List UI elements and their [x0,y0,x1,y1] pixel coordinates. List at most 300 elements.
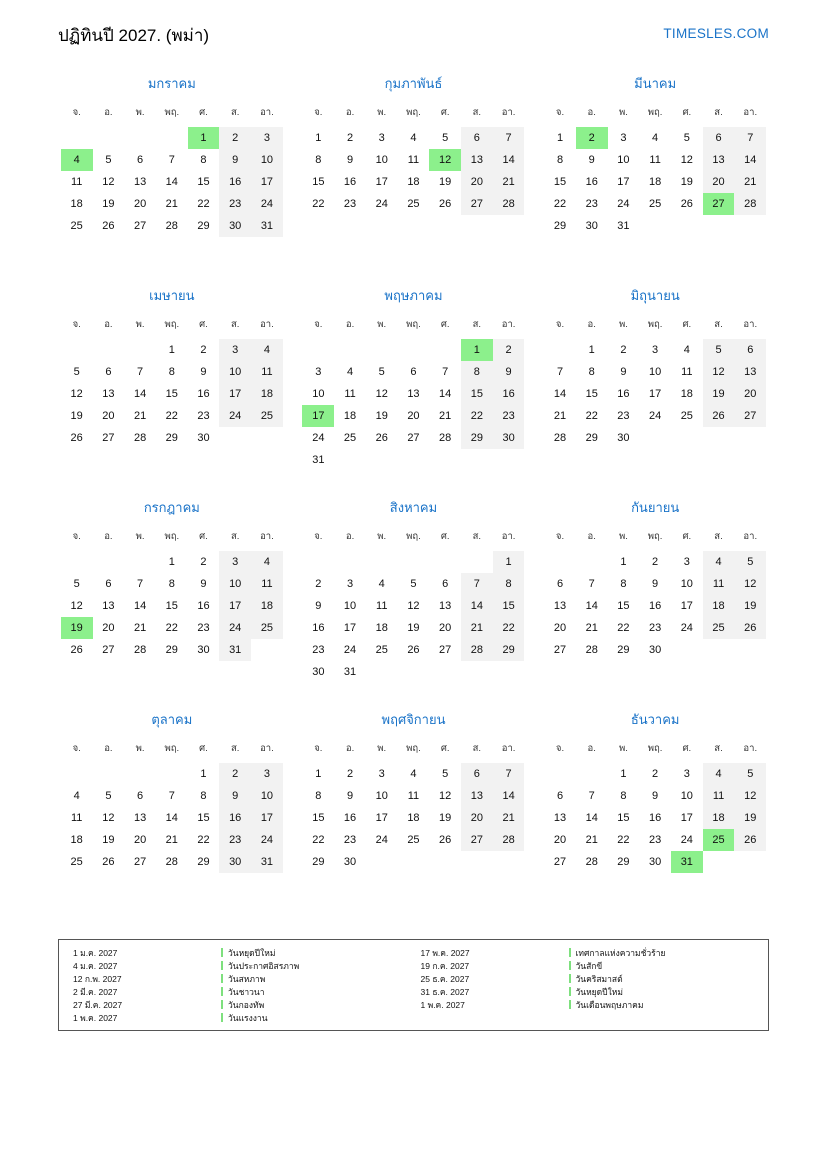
day-cell[interactable]: 22 [553,198,567,210]
day-cell[interactable]: 16 [343,176,357,188]
day-cell[interactable]: 1 [588,344,595,356]
day-cell[interactable]: 2 [652,556,659,568]
day-cell[interactable]: 21 [585,834,598,846]
day-cell[interactable]: 1 [315,132,322,144]
day-cell[interactable]: 12 [439,790,452,802]
day-cell[interactable]: 12 [734,573,766,595]
day-cell[interactable]: 23 [585,198,598,210]
day-cell[interactable]: 5 [105,154,112,166]
day-cell[interactable]: 10 [312,388,325,400]
day-cell[interactable]: 7 [137,578,144,590]
day-cell[interactable]: 21 [493,807,525,829]
day-cell[interactable]: 19 [407,622,420,634]
day-cell[interactable]: 29 [165,644,178,656]
day-cell[interactable]: 23 [343,198,357,210]
day-cell[interactable]: 21 [439,410,452,422]
day-cell[interactable]: 19 [102,198,115,210]
day-cell[interactable]: 23 [197,410,210,422]
day-cell[interactable]: 7 [556,366,564,378]
day-cell[interactable]: 16 [219,171,251,193]
day-cell[interactable]: 1 [315,768,322,780]
day-cell[interactable]: 16 [648,600,662,612]
day-cell[interactable]: 22 [585,410,598,422]
day-cell[interactable]: 28 [165,220,178,232]
day-cell[interactable]: 9 [315,600,322,612]
day-cell[interactable]: 24 [617,198,630,210]
day-cell[interactable]: 4 [703,763,735,785]
day-cell-holiday[interactable]: 27 [703,193,735,215]
day-cell[interactable]: 19 [70,410,83,422]
day-cell[interactable]: 9 [346,154,354,166]
day-cell[interactable]: 19 [375,410,388,422]
day-cell[interactable]: 13 [734,361,766,383]
day-cell[interactable]: 5 [442,768,449,780]
day-cell[interactable]: 23 [219,193,251,215]
day-cell[interactable]: 4 [346,366,354,378]
day-cell[interactable]: 6 [556,790,564,802]
day-cell[interactable]: 5 [378,366,385,378]
day-cell[interactable]: 18 [70,834,83,846]
day-cell-holiday[interactable]: 25 [703,829,735,851]
day-cell[interactable]: 17 [680,600,693,612]
day-cell[interactable]: 25 [680,410,693,422]
day-cell[interactable]: 12 [102,812,115,824]
day-cell[interactable]: 4 [703,551,735,573]
day-cell[interactable]: 22 [617,622,630,634]
day-cell[interactable]: 27 [102,644,115,656]
day-cell[interactable]: 8 [588,366,595,378]
day-cell[interactable]: 30 [493,427,525,449]
day-cell[interactable]: 18 [680,388,693,400]
day-cell[interactable]: 30 [648,856,662,868]
day-cell[interactable]: 24 [251,193,283,215]
day-cell[interactable]: 15 [553,176,567,188]
day-cell[interactable]: 27 [133,856,147,868]
day-cell[interactable]: 1 [168,344,175,356]
day-cell[interactable]: 29 [493,639,525,661]
day-cell[interactable]: 31 [617,220,630,232]
day-cell-holiday[interactable]: 1 [461,339,493,361]
day-cell[interactable]: 29 [197,220,210,232]
day-cell[interactable]: 2 [200,556,207,568]
day-cell[interactable]: 17 [219,383,251,405]
day-cell[interactable]: 24 [343,644,357,656]
day-cell[interactable]: 25 [70,220,83,232]
day-cell[interactable]: 12 [102,176,115,188]
day-cell[interactable]: 15 [312,176,325,188]
day-cell[interactable]: 9 [200,366,207,378]
day-cell[interactable]: 3 [652,344,659,356]
day-cell[interactable]: 4 [378,578,385,590]
day-cell[interactable]: 9 [620,366,627,378]
day-cell[interactable]: 15 [165,388,178,400]
day-cell[interactable]: 21 [734,171,766,193]
day-cell[interactable]: 3 [378,132,385,144]
day-cell[interactable]: 22 [197,198,210,210]
day-cell[interactable]: 29 [197,856,210,868]
day-cell[interactable]: 2 [219,127,251,149]
day-cell[interactable]: 15 [197,812,210,824]
day-cell[interactable]: 7 [734,127,766,149]
day-cell[interactable]: 20 [553,622,567,634]
day-cell[interactable]: 2 [346,132,354,144]
day-cell-holiday[interactable]: 12 [429,149,461,171]
day-cell[interactable]: 18 [703,807,735,829]
day-cell[interactable]: 25 [407,198,420,210]
day-cell[interactable]: 9 [219,785,251,807]
day-cell[interactable]: 4 [652,132,659,144]
day-cell[interactable]: 21 [553,410,567,422]
day-cell[interactable]: 20 [102,410,115,422]
day-cell[interactable]: 13 [133,812,147,824]
day-cell[interactable]: 12 [680,154,693,166]
day-cell[interactable]: 26 [439,198,452,210]
day-cell[interactable]: 21 [585,622,598,634]
day-cell[interactable]: 16 [343,812,357,824]
day-cell[interactable]: 28 [585,644,598,656]
day-cell[interactable]: 26 [734,617,766,639]
day-cell[interactable]: 28 [165,856,178,868]
day-cell[interactable]: 3 [251,127,283,149]
day-cell[interactable]: 12 [734,785,766,807]
day-cell[interactable]: 10 [375,154,388,166]
day-cell[interactable]: 21 [133,622,147,634]
day-cell[interactable]: 14 [553,388,567,400]
day-cell[interactable]: 24 [680,834,693,846]
day-cell[interactable]: 21 [165,834,178,846]
day-cell[interactable]: 24 [251,829,283,851]
day-cell[interactable]: 28 [553,432,567,444]
day-cell[interactable]: 13 [133,176,147,188]
day-cell[interactable]: 25 [251,617,283,639]
day-cell[interactable]: 29 [617,644,630,656]
day-cell[interactable]: 27 [102,432,115,444]
day-cell[interactable]: 20 [461,171,493,193]
day-cell[interactable]: 9 [200,578,207,590]
day-cell[interactable]: 27 [439,644,452,656]
day-cell[interactable]: 10 [219,573,251,595]
day-cell[interactable]: 6 [461,763,493,785]
day-cell[interactable]: 13 [553,600,567,612]
day-cell[interactable]: 2 [652,768,659,780]
day-cell[interactable]: 20 [102,622,115,634]
day-cell[interactable]: 31 [251,851,283,873]
day-cell[interactable]: 7 [493,127,525,149]
day-cell[interactable]: 3 [378,768,385,780]
day-cell[interactable]: 12 [703,361,735,383]
day-cell[interactable]: 17 [680,812,693,824]
day-cell[interactable]: 22 [617,834,630,846]
day-cell[interactable]: 14 [165,176,178,188]
day-cell[interactable]: 18 [70,198,83,210]
day-cell[interactable]: 6 [442,578,449,590]
day-cell-holiday[interactable]: 4 [61,149,93,171]
day-cell[interactable]: 14 [133,600,147,612]
day-cell[interactable]: 20 [703,171,735,193]
day-cell[interactable]: 5 [734,763,766,785]
day-cell[interactable]: 21 [133,410,147,422]
day-cell[interactable]: 23 [343,834,357,846]
day-cell[interactable]: 24 [375,834,388,846]
day-cell[interactable]: 7 [137,366,144,378]
day-cell[interactable]: 4 [410,768,417,780]
day-cell[interactable]: 29 [585,432,598,444]
day-cell[interactable]: 3 [620,132,627,144]
day-cell[interactable]: 11 [681,366,693,378]
day-cell[interactable]: 15 [312,812,325,824]
day-cell[interactable]: 13 [407,388,420,400]
day-cell[interactable]: 4 [683,344,690,356]
day-cell[interactable]: 2 [315,578,322,590]
day-cell[interactable]: 15 [585,388,598,400]
day-cell[interactable]: 3 [251,763,283,785]
day-cell[interactable]: 25 [70,856,83,868]
day-cell[interactable]: 2 [219,763,251,785]
day-cell[interactable]: 20 [133,198,147,210]
day-cell[interactable]: 8 [200,154,207,166]
day-cell[interactable]: 7 [461,573,493,595]
day-cell[interactable]: 28 [133,432,147,444]
day-cell[interactable]: 7 [588,578,595,590]
day-cell[interactable]: 28 [585,856,598,868]
day-cell[interactable]: 7 [168,790,175,802]
day-cell[interactable]: 3 [315,366,322,378]
day-cell[interactable]: 12 [70,388,83,400]
day-cell[interactable]: 26 [407,644,420,656]
day-cell[interactable]: 13 [553,812,567,824]
day-cell[interactable]: 10 [219,361,251,383]
day-cell[interactable]: 12 [375,388,388,400]
day-cell[interactable]: 8 [493,573,525,595]
day-cell[interactable]: 9 [652,578,659,590]
day-cell[interactable]: 18 [648,176,662,188]
day-cell[interactable]: 8 [315,154,322,166]
day-cell[interactable]: 19 [703,383,735,405]
day-cell[interactable]: 21 [165,198,178,210]
day-cell[interactable]: 26 [375,432,388,444]
day-cell[interactable]: 14 [461,595,493,617]
day-cell[interactable]: 13 [703,149,735,171]
day-cell[interactable]: 10 [617,154,630,166]
day-cell[interactable]: 13 [102,388,115,400]
day-cell[interactable]: 27 [407,432,420,444]
day-cell[interactable]: 8 [620,790,627,802]
day-cell[interactable]: 29 [165,432,178,444]
day-cell[interactable]: 4 [73,790,80,802]
day-cell[interactable]: 3 [683,556,690,568]
day-cell[interactable]: 28 [439,432,452,444]
day-cell[interactable]: 6 [410,366,417,378]
day-cell[interactable]: 21 [461,617,493,639]
day-cell[interactable]: 6 [734,339,766,361]
day-cell[interactable]: 14 [585,600,598,612]
day-cell[interactable]: 16 [648,812,662,824]
day-cell[interactable]: 3 [219,551,251,573]
day-cell[interactable]: 5 [73,578,80,590]
day-cell[interactable]: 20 [461,807,493,829]
day-cell[interactable]: 30 [585,220,598,232]
day-cell[interactable]: 9 [346,790,354,802]
day-cell[interactable]: 8 [200,790,207,802]
day-cell[interactable]: 24 [375,198,388,210]
day-cell[interactable]: 20 [439,622,452,634]
day-cell[interactable]: 30 [617,432,630,444]
day-cell[interactable]: 8 [461,361,493,383]
day-cell[interactable]: 27 [133,220,147,232]
day-cell[interactable]: 31 [251,215,283,237]
day-cell[interactable]: 10 [343,600,357,612]
day-cell[interactable]: 24 [219,405,251,427]
day-cell[interactable]: 22 [165,622,178,634]
day-cell[interactable]: 29 [617,856,630,868]
day-cell[interactable]: 30 [648,644,662,656]
day-cell[interactable]: 16 [197,600,210,612]
day-cell[interactable]: 22 [165,410,178,422]
day-cell[interactable]: 16 [493,383,525,405]
day-cell[interactable]: 9 [219,149,251,171]
day-cell[interactable]: 23 [648,622,662,634]
day-cell[interactable]: 11 [649,154,661,166]
day-cell[interactable]: 14 [439,388,452,400]
day-cell[interactable]: 26 [680,198,693,210]
day-cell[interactable]: 13 [461,785,493,807]
day-cell[interactable]: 5 [703,339,735,361]
day-cell[interactable]: 9 [588,154,595,166]
day-cell[interactable]: 5 [442,132,449,144]
day-cell[interactable]: 17 [375,812,388,824]
day-cell[interactable]: 30 [219,215,251,237]
day-cell[interactable]: 22 [312,834,325,846]
day-cell[interactable]: 7 [168,154,175,166]
day-cell[interactable]: 16 [312,622,325,634]
day-cell[interactable]: 12 [70,600,83,612]
day-cell[interactable]: 26 [70,432,83,444]
day-cell[interactable]: 14 [493,149,525,171]
day-cell[interactable]: 27 [734,405,766,427]
day-cell-holiday[interactable]: 31 [671,851,703,873]
day-cell[interactable]: 25 [343,432,357,444]
day-cell[interactable]: 29 [553,220,567,232]
day-cell[interactable]: 22 [312,198,325,210]
day-cell[interactable]: 3 [219,339,251,361]
day-cell[interactable]: 18 [375,622,388,634]
day-cell[interactable]: 17 [648,388,662,400]
day-cell[interactable]: 5 [73,366,80,378]
day-cell[interactable]: 8 [620,578,627,590]
day-cell[interactable]: 15 [461,383,493,405]
day-cell[interactable]: 6 [703,127,735,149]
day-cell[interactable]: 23 [648,834,662,846]
day-cell[interactable]: 4 [251,339,283,361]
day-cell[interactable]: 17 [251,807,283,829]
day-cell[interactable]: 14 [734,149,766,171]
brand-link[interactable]: TIMESLES.COM [663,26,769,41]
day-cell[interactable]: 23 [493,405,525,427]
day-cell[interactable]: 28 [734,193,766,215]
day-cell[interactable]: 26 [102,856,115,868]
day-cell[interactable]: 17 [343,622,357,634]
day-cell[interactable]: 11 [703,785,735,807]
day-cell[interactable]: 17 [375,176,388,188]
day-cell[interactable]: 8 [168,366,175,378]
day-cell[interactable]: 8 [315,790,322,802]
day-cell-holiday[interactable]: 1 [188,127,220,149]
day-cell[interactable]: 18 [703,595,735,617]
day-cell[interactable]: 6 [461,127,493,149]
day-cell[interactable]: 10 [680,790,693,802]
day-cell[interactable]: 18 [251,383,283,405]
day-cell[interactable]: 6 [137,790,144,802]
day-cell[interactable]: 11 [344,388,356,400]
day-cell[interactable]: 15 [617,600,630,612]
day-cell[interactable]: 1 [168,556,175,568]
day-cell[interactable]: 2 [346,768,354,780]
day-cell[interactable]: 28 [461,639,493,661]
day-cell[interactable]: 19 [734,807,766,829]
day-cell[interactable]: 6 [556,578,564,590]
day-cell[interactable]: 27 [553,644,567,656]
day-cell[interactable]: 10 [251,785,283,807]
day-cell[interactable]: 22 [461,405,493,427]
day-cell[interactable]: 20 [133,834,147,846]
day-cell[interactable]: 25 [407,834,420,846]
day-cell[interactable]: 12 [407,600,420,612]
day-cell[interactable]: 26 [439,834,452,846]
day-cell[interactable]: 30 [219,851,251,873]
day-cell[interactable]: 7 [588,790,595,802]
day-cell[interactable]: 11 [70,176,83,188]
day-cell[interactable]: 7 [442,366,449,378]
day-cell[interactable]: 13 [102,600,115,612]
day-cell[interactable]: 31 [312,454,325,466]
day-cell[interactable]: 28 [493,193,525,215]
day-cell[interactable]: 7 [493,763,525,785]
day-cell[interactable]: 4 [410,132,417,144]
day-cell[interactable]: 15 [493,595,525,617]
day-cell[interactable]: 31 [343,666,357,678]
day-cell[interactable]: 25 [703,617,735,639]
day-cell[interactable]: 3 [683,768,690,780]
day-cell[interactable]: 18 [251,595,283,617]
day-cell[interactable]: 17 [219,595,251,617]
day-cell[interactable]: 22 [493,617,525,639]
day-cell[interactable]: 17 [251,171,283,193]
day-cell[interactable]: 30 [197,432,210,444]
day-cell[interactable]: 2 [620,344,627,356]
day-cell-holiday[interactable]: 2 [576,127,608,149]
day-cell[interactable]: 19 [734,595,766,617]
day-cell[interactable]: 1 [200,768,207,780]
day-cell[interactable]: 24 [680,622,693,634]
day-cell[interactable]: 11 [703,573,735,595]
day-cell[interactable]: 16 [617,388,630,400]
day-cell[interactable]: 11 [376,600,388,612]
day-cell[interactable]: 19 [680,176,693,188]
day-cell[interactable]: 30 [312,666,325,678]
day-cell[interactable]: 4 [251,551,283,573]
day-cell[interactable]: 9 [652,790,659,802]
day-cell[interactable]: 14 [133,388,147,400]
day-cell[interactable]: 14 [585,812,598,824]
day-cell[interactable]: 29 [461,427,493,449]
day-cell[interactable]: 5 [683,132,690,144]
day-cell[interactable]: 27 [553,856,567,868]
day-cell[interactable]: 30 [197,644,210,656]
day-cell[interactable]: 11 [407,790,420,802]
day-cell[interactable]: 20 [734,383,766,405]
day-cell[interactable]: 26 [734,829,766,851]
day-cell[interactable]: 16 [585,176,598,188]
